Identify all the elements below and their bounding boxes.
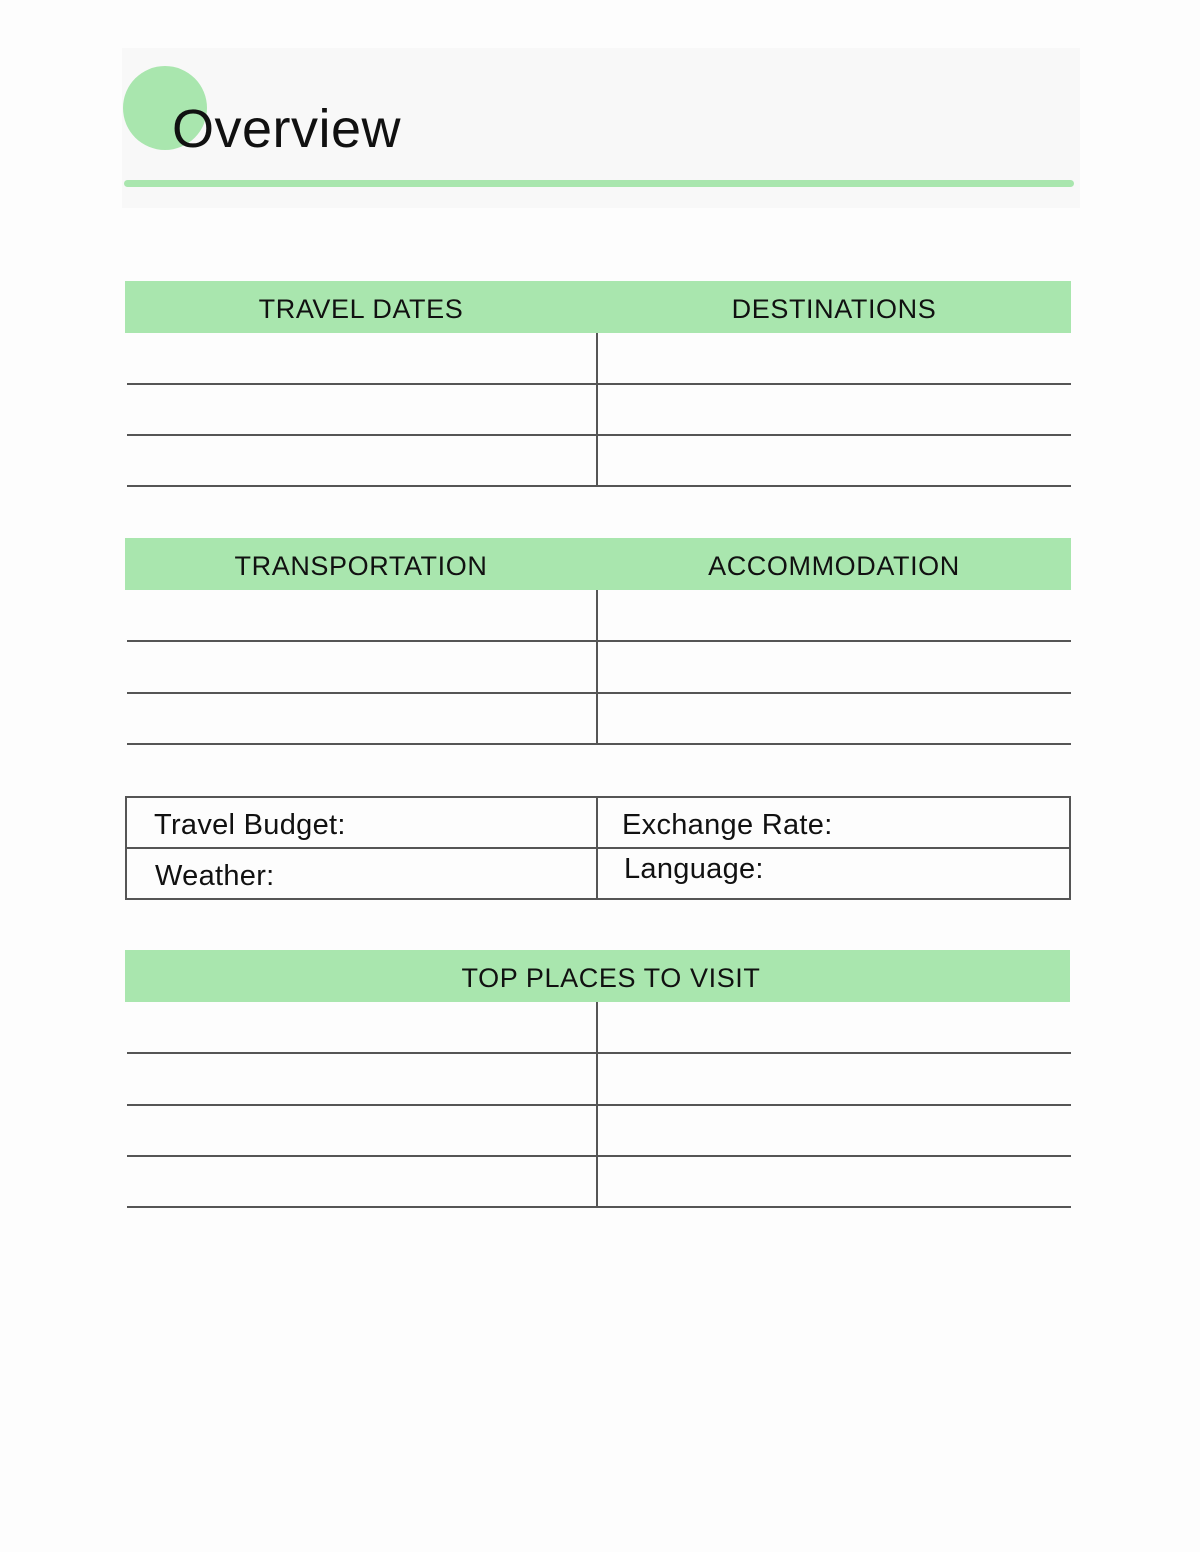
row-line [127, 485, 1071, 487]
travel-dates-heading: TRAVEL DATES [258, 294, 464, 324]
transport-accommodation-table [127, 590, 1071, 745]
column-divider [596, 333, 598, 487]
dates-destinations-header [125, 281, 1071, 333]
travel-budget-label: Travel Budget: [154, 809, 346, 841]
column-divider [596, 590, 598, 744]
accommodation-heading: ACCOMMODATION [708, 551, 960, 581]
page-title: Overview [172, 99, 402, 159]
row-line [127, 1206, 1071, 1208]
destinations-heading: DESTINATIONS [731, 294, 937, 324]
row-line [127, 434, 1071, 436]
row-line [127, 383, 1071, 385]
row-line [127, 640, 1071, 642]
transport-accommodation-header [125, 538, 1071, 590]
row-line [127, 692, 1071, 694]
top-places-heading: TOP PLACES TO VISIT [461, 963, 761, 993]
top-places-table [127, 1002, 1071, 1209]
title-underline [124, 180, 1074, 187]
row-line [127, 743, 1071, 745]
info-row-divider [127, 847, 1069, 849]
top-places-header [125, 950, 1070, 1002]
row-line [127, 1052, 1071, 1054]
weather-label: Weather: [155, 860, 275, 892]
row-line [127, 1155, 1071, 1157]
exchange-rate-label: Exchange Rate: [622, 809, 833, 841]
row-line [127, 1104, 1071, 1106]
trip-info-box [125, 796, 1071, 900]
language-label: Language: [624, 853, 764, 885]
dates-destinations-table [127, 333, 1071, 488]
transportation-heading: TRANSPORTATION [234, 551, 488, 581]
